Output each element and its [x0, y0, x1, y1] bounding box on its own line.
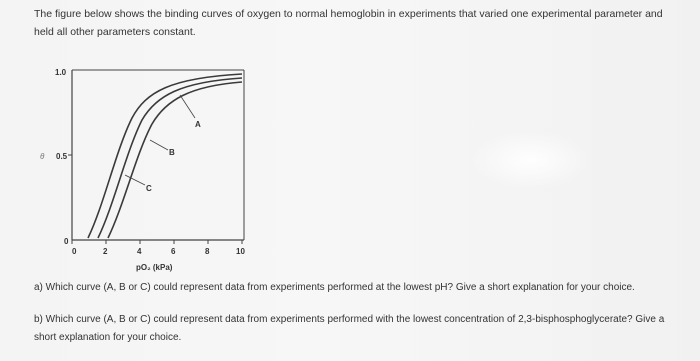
curve-c [108, 82, 242, 238]
y-tick-label-1: 1.0 [55, 68, 67, 77]
x-tick-label-2: 2 [103, 247, 108, 256]
curve-label-a: A [195, 120, 201, 129]
curve-label-c: C [146, 184, 152, 193]
curve-label-b: B [169, 148, 175, 157]
curve-a [88, 74, 242, 238]
y-tick-label-0.5: 0.5 [56, 152, 68, 161]
problem-intro: The figure below shows the binding curves of oxygen to normal hemoglobin in experiments that varied one experimental parameter and held all other parameters constant. [34, 8, 663, 38]
x-tick-label-6: 6 [171, 247, 176, 256]
x-tick-label-0: 0 [72, 247, 77, 256]
curve-b-leader [150, 140, 168, 150]
curve-b [98, 78, 242, 238]
x-tick-label-8: 8 [205, 247, 210, 256]
x-tick-label-10: 10 [236, 247, 245, 256]
question-a: a) Which curve (A, B or C) could represent data from experiments performed at the lowest pH? Give a short explanation for your choice. [34, 282, 635, 293]
y-tick-label-0: 0 [64, 237, 69, 246]
x-tick-label-4: 4 [137, 247, 142, 256]
question-b: b) Which curve (A, B or C) could represent data from experiments performed with the lowest concentration of 2,3-bisphosphoglycerate? Give a short explanation for your choice. [34, 314, 665, 343]
x-ticks [72, 240, 242, 244]
x-axis-label: pO₂ (kPa) [136, 263, 173, 272]
y-axis-symbol: θ [40, 152, 45, 161]
curve-a-leader [180, 95, 195, 118]
